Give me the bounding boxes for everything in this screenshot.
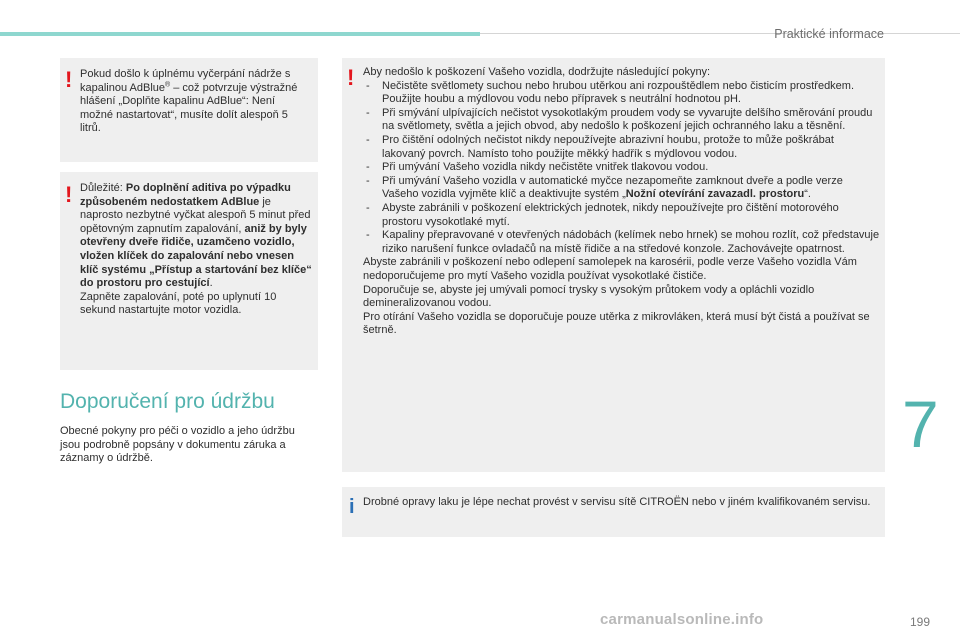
watermark: carmanualsonline.info bbox=[600, 611, 764, 628]
list-item: - Při umývání Vašeho vozidla nikdy nečistěte vnitřek tlakovou vodou. bbox=[363, 161, 880, 175]
warning-text bbox=[363, 66, 880, 338]
list-item: - Abyste zabránili v poškození elektrických jednotek, nikdy nepoužívejte pro čištění motorového prostoru vysokotlaké mytí. bbox=[363, 202, 880, 229]
warning-text: Důležité: Po doplnění aditiva po výpadku způsobeném nedostatkem AdBlue je naprosto nezbytné vyčkat alespoň 5 minut před opětovným zapnutím zapalování, aniž by byly otevřeny dveře řidiče, uzamčeno vozidlo, vložen klíček do zapalování nebo vnesen klíč systému „Přístup a startování bez klíče“ do prostoru pro cestující. Zapněte zapalování, poté po uplynutí 10 sekund nastartujte motor vozidla. bbox=[80, 182, 314, 318]
warning-box-adblue-important bbox=[60, 172, 318, 370]
warning-intro: Aby nedošlo k poškození Vašeho vozidla, dodržujte následující pokyny: bbox=[363, 66, 711, 78]
page-number: 199 bbox=[910, 615, 931, 629]
warning-box-adblue-refill bbox=[60, 58, 318, 162]
warning-box-vehicle-washing bbox=[342, 58, 885, 472]
washing-instructions-list bbox=[363, 80, 880, 257]
warning-paragraph: Abyste zabránili v poškození nebo odlepení samolepek na karosérii, podle verze Vašeho vozidla Vám nedoporučujeme pro mytí Vašeho vozidla používat vysokotlaké čističe. bbox=[363, 256, 857, 282]
warning-paragraph: Zapněte zapalování, poté po uplynutí 10 sekund nastartujte motor vozidla. bbox=[80, 290, 277, 317]
section-body: Obecné pokyny pro péči o vozidlo a jeho údržbu jsou podrobně popsány v dokumentu záruka a záznamy o údržbě. bbox=[60, 425, 295, 465]
header-rule bbox=[480, 33, 960, 34]
list-item: - Kapaliny přepravované v otevřených nádobách (kelímek nebo hrnek) se mohou rozlít, což představuje riziko narušení funkce ovladačů na místě řidiče a na středové konzole. Zachovávejte opatrnost. bbox=[363, 229, 880, 256]
info-box-paint-repair bbox=[342, 487, 885, 537]
list-item: - Nečistěte světlomety suchou nebo hrubou utěrkou ani rozpouštědlem nebo čisticím prostředkem. Použijte houbu a mýdlovou vodu nebo přípravek s neutrální hodnotou pH. bbox=[363, 80, 880, 107]
header-accent-bar bbox=[0, 32, 480, 36]
warning-paragraph: Doporučuje se, abyste jej umývali pomocí trysky s vysokým průtokem vody a opláchli vozidlo demineralizovanou vodou. bbox=[363, 283, 815, 310]
warning-icon: ! bbox=[347, 65, 355, 90]
info-icon: i bbox=[349, 496, 355, 518]
info-text: Drobné opravy laku je lépe nechat provést v servisu sítě CITROËN nebo v jiném kvalifikovaném servisu. bbox=[363, 496, 871, 508]
list-item: - Při umývání Vašeho vozidla v automatické myčce nezapomeňte zamknout dveře a podle verze Vašeho vozidla vyjměte klíč a deaktivujte systém „Nožní otevírání zavazadl. prostoru“. bbox=[363, 175, 880, 202]
warning-icon: ! bbox=[65, 182, 73, 207]
header-title: Praktické informace bbox=[774, 27, 884, 41]
section-title: Doporučení pro údržbu bbox=[60, 390, 275, 413]
list-item: - Při smývání ulpívajících nečistot vysokotlakým proudem vody se vyvarujte delšího směrování proudu na světlomety, světla a jejich obvod, aby nedošlo k poškození jejich ochranného laku a těsnění. bbox=[363, 107, 880, 134]
warning-paragraph: Pro otírání Vašeho vozidla se doporučuje pouze utěrka z mikrovláken, která musí být čistá a používat se šetrně. bbox=[363, 310, 870, 337]
warning-icon: ! bbox=[65, 67, 73, 92]
chapter-number: 7 bbox=[902, 387, 939, 461]
warning-text: Pokud došlo k úplnému vyčerpání nádrže s kapalinou AdBlue® – což potvrzuje výstražné hlášení „Doplňte kapalinu AdBlue“: Není možné nastartovat“, musíte dolít alespoň 5 litrů. bbox=[80, 68, 298, 135]
list-item: - Pro čištění odolných nečistot nikdy nepoužívejte abrazivní houbu, protože to může poškrábat lakovaný povrch. Namísto toho použijte měkký hadřík s mýdlovou vodou. bbox=[363, 134, 880, 161]
